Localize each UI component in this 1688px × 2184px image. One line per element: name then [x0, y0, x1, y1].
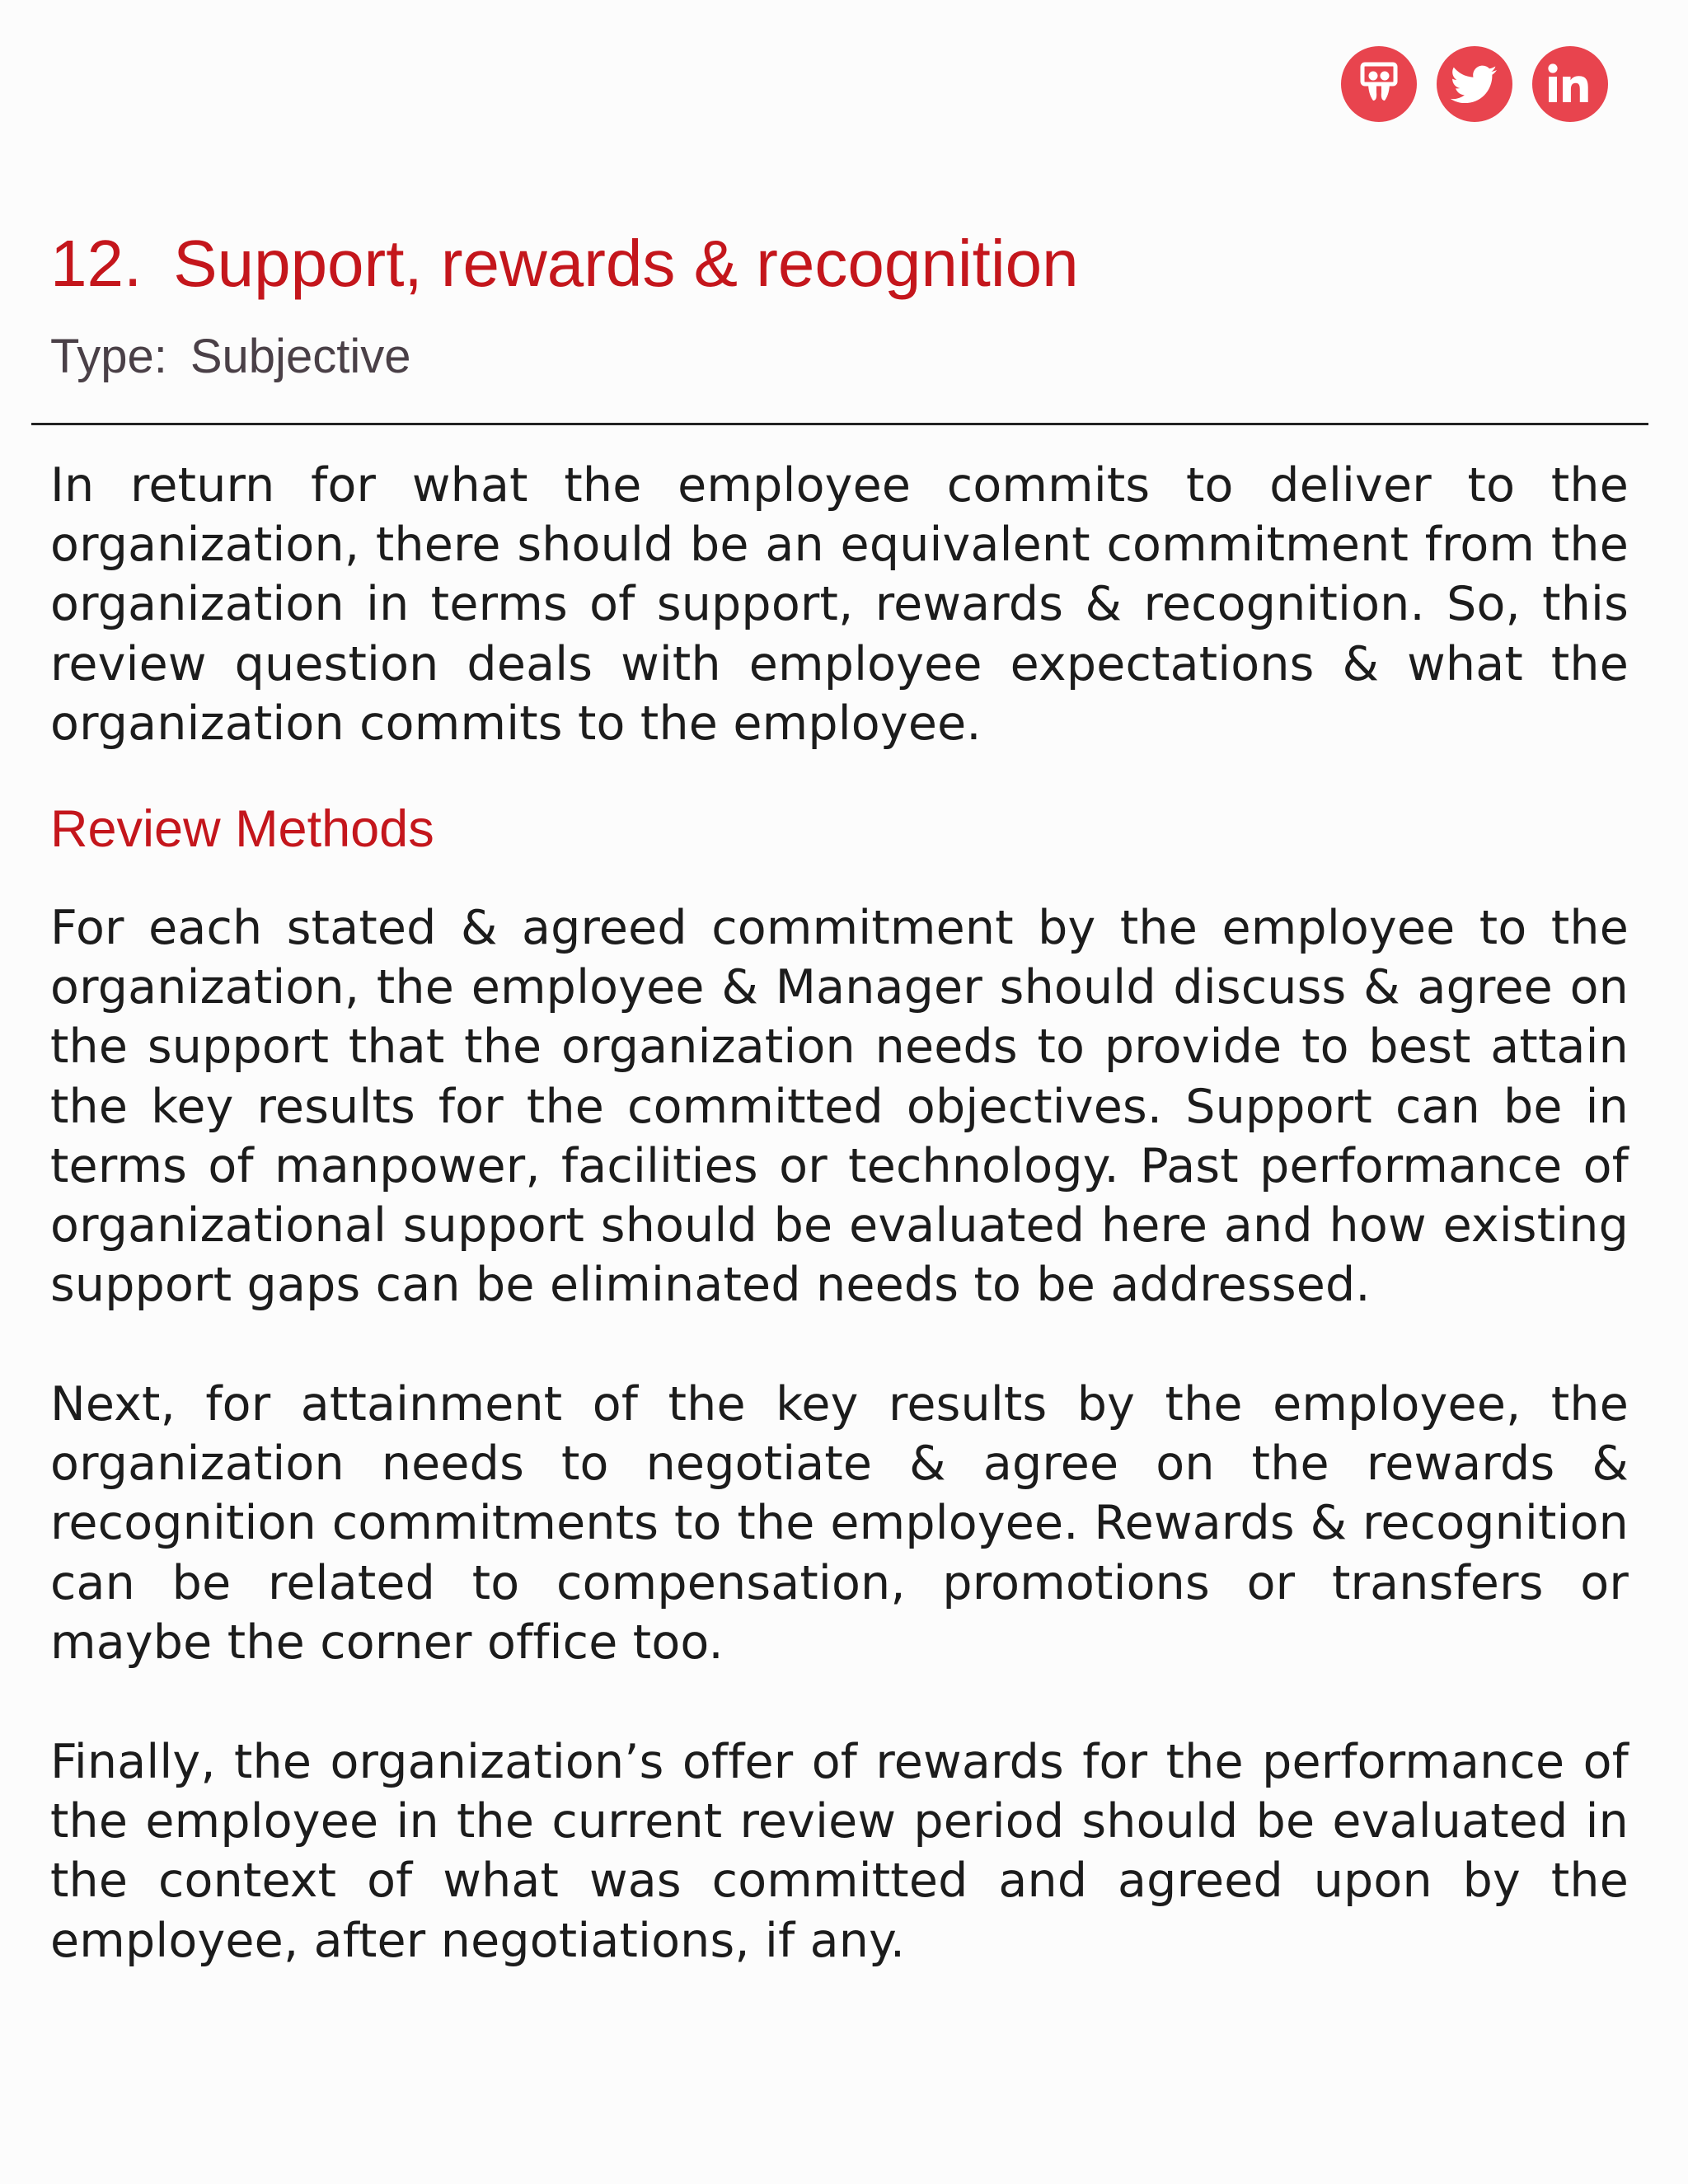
review-methods-paragraph: Finally, the organization’s offer of rewards for the performance of the employee in the current review period should be evaluated in the context of what was committed and agreed upon by the employee, after negotiations, if any.: [50, 1735, 1629, 1968]
slideshare-button[interactable]: [1341, 46, 1417, 122]
twitter-bird-icon: [1451, 65, 1498, 103]
review-methods-paragraph: Next, for attainment of the key results by the employee, the organization needs to negotiate & agree on the rewards & recognition commitments to the employee. Rewards & recognition can be related to compensation, promotions or transfers or maybe the corner office too.: [50, 1377, 1629, 1670]
intro-paragraph: In return for what the employee commits to deliver to the organization, there should be an equivalent commitment from the organization in terms of support, rewards & recognition. So, this review question deals with employee expectations & what the organization commits to the employee.: [50, 458, 1629, 751]
section-heading-review-methods: Review Methods: [50, 800, 434, 858]
review-methods-paragraph: For each stated & agreed commitment by the employee to the organization, the employee & Manager should discuss & agree on the support that the organization needs to provide to best attain the key results for the committed objectives. Support can be in terms of manpower, facilities or technology. Past performance of organizational support should be evaluated here and how existing support gaps can be eliminated needs to be addressed.: [50, 901, 1629, 1313]
social-links: [1341, 46, 1608, 122]
linkedin-button[interactable]: [1532, 46, 1608, 122]
page-title: [50, 223, 1079, 305]
linkedin-icon: [1546, 63, 1594, 105]
slideshare-icon: [1357, 61, 1400, 107]
divider: [31, 423, 1648, 425]
type-value: Subjective: [190, 330, 411, 383]
question-title: Support, rewards & recognition: [173, 227, 1079, 300]
question-number: 12.: [50, 227, 143, 300]
twitter-button[interactable]: [1437, 46, 1512, 122]
question-type: [50, 328, 410, 386]
type-label: Type:: [50, 330, 167, 383]
